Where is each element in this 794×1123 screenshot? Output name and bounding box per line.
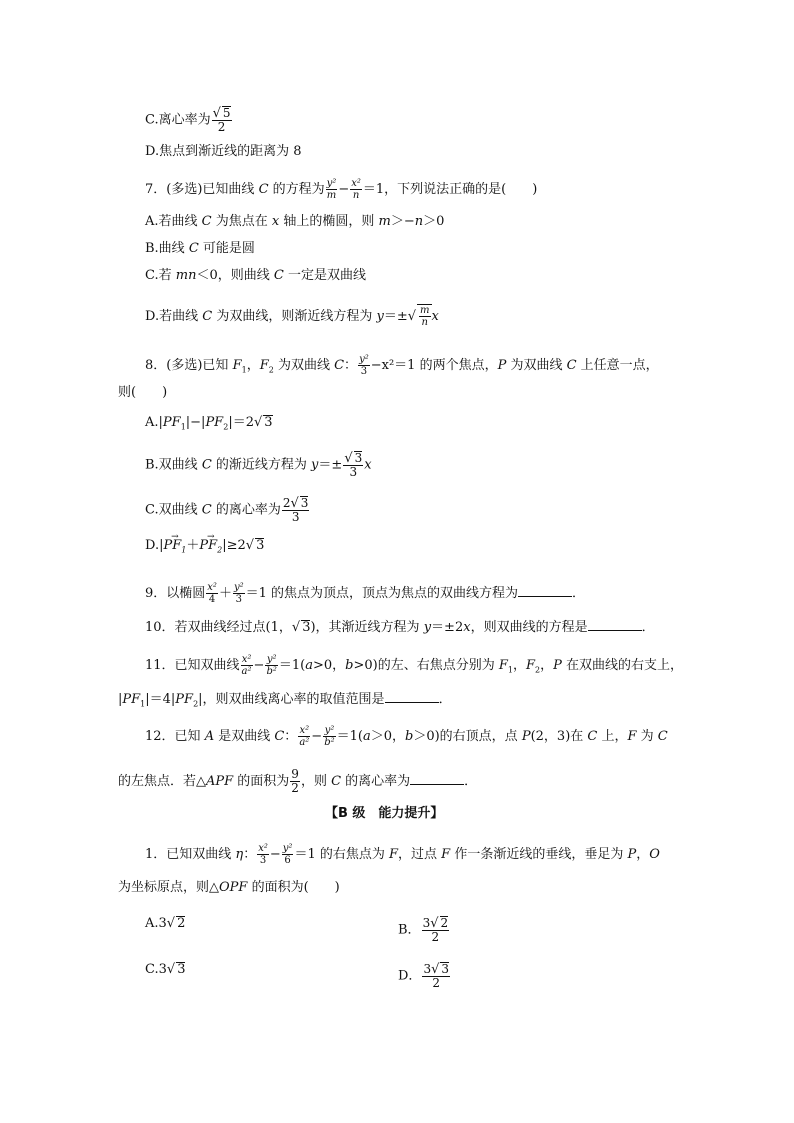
- var: PF: [163, 538, 182, 553]
- text: 在双曲线的右支上，: [561, 658, 684, 673]
- text: ，: [246, 358, 260, 373]
- text: ：: [344, 358, 358, 373]
- text: |−|: [185, 415, 206, 430]
- var: P: [521, 729, 531, 744]
- denominator: 3: [291, 510, 300, 524]
- text: ＋: [218, 586, 232, 601]
- b1-option-a: A.3√ 2: [145, 916, 186, 931]
- text: 9．以椭圆: [145, 586, 206, 601]
- denominator: b²: [266, 666, 277, 677]
- text: 的左焦点．若△: [118, 774, 206, 789]
- q11-stem-cont: [118, 690, 452, 708]
- q8-option-a: $A.|PF_1|-|PF_2|=2√$ 3: [145, 415, 273, 432]
- text: 可能是圆: [198, 241, 255, 256]
- text: ，则双曲线的方程是: [470, 620, 588, 635]
- var: C: [274, 729, 285, 744]
- q12-stem: [145, 725, 668, 748]
- text: 1．已知双曲线: [145, 847, 236, 862]
- q6-option-c: [145, 106, 233, 134]
- text: ＝1 的右焦点为: [294, 847, 389, 862]
- var: x: [463, 620, 471, 635]
- coef: 3: [423, 962, 432, 976]
- var: b: [345, 658, 354, 673]
- b1-stem: [145, 843, 660, 866]
- q8-option-b: [145, 451, 372, 479]
- text: −: [253, 658, 265, 673]
- denominator: 2: [217, 120, 226, 134]
- var: b: [405, 729, 414, 744]
- text: |，则双曲线离心率的取值范围是: [198, 692, 385, 707]
- fraction: [298, 725, 310, 748]
- text: (2，3)在: [530, 729, 588, 744]
- q7-option-b: [145, 241, 255, 257]
- var: F: [389, 847, 399, 862]
- text: ，: [636, 847, 650, 862]
- subscript: 1: [241, 365, 247, 375]
- var: mn: [175, 268, 197, 283]
- text: 是双曲线: [214, 729, 275, 744]
- numerator: y²: [282, 843, 293, 854]
- text: B.双曲线: [145, 457, 202, 473]
- answer-blank[interactable]: [518, 584, 572, 597]
- denominator: 3: [349, 465, 358, 479]
- denominator: 2: [432, 976, 441, 990]
- text: |≥2: [222, 538, 246, 553]
- text: 7．(多选)已知曲线: [145, 182, 259, 197]
- text: −: [311, 729, 323, 744]
- numerator: x²: [258, 843, 268, 854]
- var: y: [311, 457, 319, 473]
- var: C: [201, 502, 212, 518]
- fraction: [206, 582, 218, 605]
- denominator: 2: [431, 930, 440, 944]
- answer-blank[interactable]: [385, 690, 439, 703]
- coef: 2: [282, 496, 291, 510]
- var: C: [188, 241, 199, 256]
- text: )，其渐近线方程为: [310, 620, 424, 635]
- radicand: 3: [177, 962, 186, 977]
- q7-option-a: [145, 214, 444, 230]
- text: ，: [540, 658, 554, 673]
- text: 的面积为: [233, 774, 290, 789]
- subscript: 2: [223, 422, 229, 432]
- subscript: 2: [268, 365, 274, 375]
- var: C: [587, 729, 598, 744]
- section-b-heading: 【B 级 能力提升】: [325, 806, 444, 821]
- q8-option-d: $D.|\to PF_1+\to PF_2|\ge 2√$ 3: [145, 538, 264, 554]
- var: C: [657, 729, 668, 744]
- text: ：: [284, 729, 298, 744]
- denominator: n: [421, 317, 428, 328]
- fraction: $\frac{3√ 2}{2}$: [422, 916, 449, 944]
- var: PF: [175, 692, 194, 707]
- var: m: [378, 214, 391, 229]
- text: 的离心率为: [211, 502, 281, 518]
- denominator: n: [352, 190, 360, 201]
- denominator: a²: [241, 666, 252, 677]
- fraction: [282, 843, 294, 866]
- numerator: y²: [324, 725, 335, 736]
- q12-stem-cont: [118, 768, 477, 795]
- numerator: y²: [326, 178, 337, 189]
- q8-stem: [145, 354, 659, 377]
- var: P: [627, 847, 637, 862]
- coef: 3: [422, 916, 431, 930]
- var: C: [566, 358, 577, 373]
- numerator: y²: [266, 654, 277, 665]
- denominator: a²: [299, 737, 310, 748]
- numerator: x²: [207, 582, 217, 593]
- text: ＝±: [383, 309, 408, 324]
- text: 为: [636, 729, 658, 744]
- text: 为焦点在: [211, 214, 272, 229]
- fraction: [233, 582, 245, 605]
- var: C: [331, 774, 342, 789]
- var: PF: [199, 538, 218, 553]
- numerator: x²: [351, 178, 361, 189]
- text: 的离心率为: [341, 774, 411, 789]
- text: −: [338, 182, 350, 197]
- fraction: [326, 178, 338, 201]
- text: 上，: [597, 729, 628, 744]
- text: −x²＝1 的两个焦点，: [370, 358, 498, 373]
- text: 11．已知双曲线: [145, 658, 240, 673]
- text: −: [269, 847, 281, 862]
- q8-option-c: [145, 496, 310, 524]
- text: 上任意一点，: [576, 358, 659, 373]
- vector: [199, 538, 222, 554]
- text: C.3: [145, 962, 167, 977]
- radicand: 3: [354, 451, 363, 465]
- subscript: 1: [181, 545, 187, 555]
- text: D.若曲线: [145, 309, 203, 324]
- subscript: 2: [217, 545, 223, 555]
- fraction: [257, 843, 269, 866]
- numerator: 9: [291, 767, 299, 781]
- text: ＝±2: [431, 620, 464, 635]
- text: 轴上的椭圆，则: [279, 214, 379, 229]
- var: F: [259, 358, 269, 373]
- fraction: [265, 654, 277, 677]
- q6-option-d: D.焦点到渐近线的距离为 8: [145, 144, 302, 159]
- text: A.若曲线: [145, 214, 202, 229]
- q9: [145, 582, 585, 605]
- q11-stem: [145, 654, 683, 677]
- fraction: [419, 305, 430, 328]
- radicand: 5: [222, 106, 231, 120]
- text: ＞−: [390, 214, 415, 229]
- text: |＝4|: [145, 692, 176, 707]
- text: 的渐近线方程为: [211, 457, 312, 473]
- text: 为双曲线，则渐近线方程为: [212, 309, 377, 324]
- radicand: 3: [302, 620, 311, 635]
- radicand: 3: [441, 962, 450, 976]
- var: x: [271, 214, 280, 229]
- denominator: 2: [291, 781, 299, 795]
- text: >0，: [312, 658, 346, 673]
- text: ：: [243, 847, 257, 862]
- radicand: 2: [177, 916, 186, 931]
- text: 一定是双曲线: [283, 268, 366, 283]
- var: n: [414, 214, 424, 229]
- numerator: y²: [359, 354, 369, 365]
- answer-blank[interactable]: [588, 618, 642, 631]
- q10: 10．若双曲线经过点(1，√ 3)，其渐近线方程为 y＝±2x，则双曲线的方程是 ．: [145, 620, 655, 635]
- subscript: 2: [193, 699, 199, 709]
- denominator: 4: [208, 594, 216, 605]
- fraction: $\frac{3√ 3}{2}$: [423, 962, 450, 990]
- radicand: 3: [300, 496, 309, 510]
- text: ．: [464, 774, 478, 789]
- text: ．: [572, 586, 586, 601]
- text: ＝1 的焦点为顶点，顶点为焦点的双曲线方程为: [245, 586, 519, 601]
- denominator: m: [326, 190, 337, 201]
- var: a: [305, 658, 313, 673]
- b1-option-c: C.3√ 3: [145, 962, 186, 977]
- var: PF: [122, 692, 141, 707]
- text: ，则: [300, 774, 332, 789]
- radicand: [417, 304, 431, 328]
- text: 的面积为( ): [247, 880, 340, 895]
- text: A.3: [145, 916, 167, 931]
- text: ，过点: [398, 847, 442, 862]
- text: C.双曲线: [145, 502, 202, 518]
- text: 8．(多选)已知: [145, 358, 233, 373]
- denominator: 3: [259, 855, 267, 866]
- text: 为双曲线: [273, 358, 335, 373]
- fraction: $\frac{√ 3}{3}$: [344, 451, 363, 479]
- subscript: 1: [180, 422, 186, 432]
- var: F: [232, 358, 242, 373]
- text: ＜0，则曲线: [196, 268, 274, 283]
- text: >0)的左、右焦点分别为: [353, 658, 499, 673]
- fraction: [350, 178, 362, 201]
- var: F: [498, 658, 508, 673]
- radicand: 3: [264, 415, 273, 430]
- fraction: [241, 654, 253, 677]
- subscript: 2: [535, 665, 541, 675]
- fraction: [290, 768, 300, 795]
- var: PF: [162, 415, 181, 430]
- subscript: 1: [140, 699, 146, 709]
- var: y: [423, 620, 432, 635]
- fraction: [358, 354, 370, 377]
- var: F: [441, 847, 451, 862]
- b1-stem-cont: [118, 880, 340, 896]
- var: C: [334, 358, 345, 373]
- var: C: [273, 268, 284, 283]
- text: ，: [512, 658, 526, 673]
- vector: [163, 538, 186, 554]
- var: C: [201, 457, 212, 473]
- var: F: [627, 729, 637, 744]
- b1-option-b: [398, 916, 450, 944]
- q8-stem-cont: 则( ): [118, 385, 168, 400]
- text: ＞0: [423, 214, 445, 229]
- q7-option-d: D.若曲线 C 为双曲线，则渐近线方程为 y＝±√ $\frac{m}{n}$ x: [145, 305, 439, 328]
- var: a: [362, 729, 371, 744]
- text: ＝1，下列说法正确的是( ): [362, 182, 538, 197]
- text: B．: [398, 922, 421, 938]
- text: A.|: [145, 415, 163, 430]
- radicand: 2: [440, 916, 449, 930]
- text: 为坐标原点，则△: [118, 880, 219, 895]
- text: B.曲线: [145, 241, 189, 256]
- var: O: [649, 847, 660, 862]
- fraction: $\frac{2√ 3}{3}$: [282, 496, 309, 524]
- text: 10．若双曲线经过点(1，: [145, 620, 292, 635]
- q7-stem: [145, 178, 537, 201]
- fraction: $\frac{√ 5}{2}$: [212, 106, 231, 134]
- var: x: [431, 309, 439, 324]
- text: ．: [438, 692, 452, 707]
- subscript: 1: [507, 665, 513, 675]
- text: C.若: [145, 268, 176, 283]
- var: APF: [206, 774, 234, 789]
- numerator: m: [420, 305, 430, 316]
- var: PF: [205, 415, 224, 430]
- denominator: 6: [284, 855, 291, 866]
- text: ．: [641, 620, 655, 635]
- var: C: [202, 309, 213, 324]
- text: ＋: [186, 538, 200, 553]
- denominator: 3: [360, 366, 368, 377]
- text: ＞0)的右顶点，点: [413, 729, 522, 744]
- var: P: [497, 358, 507, 373]
- var: OPF: [219, 880, 248, 895]
- var: C: [258, 182, 269, 197]
- text: D.|: [145, 538, 164, 553]
- text: ＝1(: [278, 658, 306, 673]
- var: y: [376, 309, 384, 324]
- var: C: [201, 214, 212, 229]
- text: 作一条渐近线的垂线，垂足为: [450, 847, 628, 862]
- text: ＝±: [318, 457, 343, 473]
- numerator: y²: [233, 582, 244, 593]
- text: |: [118, 692, 123, 707]
- fraction: [323, 725, 335, 748]
- numerator: x²: [241, 654, 252, 665]
- var: P: [553, 658, 562, 673]
- answer-blank[interactable]: [410, 772, 464, 785]
- text: 12．已知: [145, 729, 205, 744]
- text: 的方程为: [268, 182, 325, 197]
- q7-option-c: [145, 268, 366, 284]
- var: η: [235, 847, 244, 862]
- numerator: x²: [299, 725, 310, 736]
- text: 为双曲线: [506, 358, 567, 373]
- var: A: [204, 729, 215, 744]
- radicand: 3: [256, 538, 265, 553]
- text: ＞0，: [370, 729, 406, 744]
- var: F: [525, 658, 536, 673]
- text: |＝2: [228, 415, 254, 430]
- var: x: [364, 457, 372, 473]
- text: ＝1(: [336, 729, 363, 744]
- denominator: b²: [324, 737, 335, 748]
- option-text: C.离心率为: [145, 112, 211, 128]
- text: D．: [398, 968, 422, 984]
- denominator: 3: [235, 594, 242, 605]
- b1-option-d: [398, 962, 451, 990]
